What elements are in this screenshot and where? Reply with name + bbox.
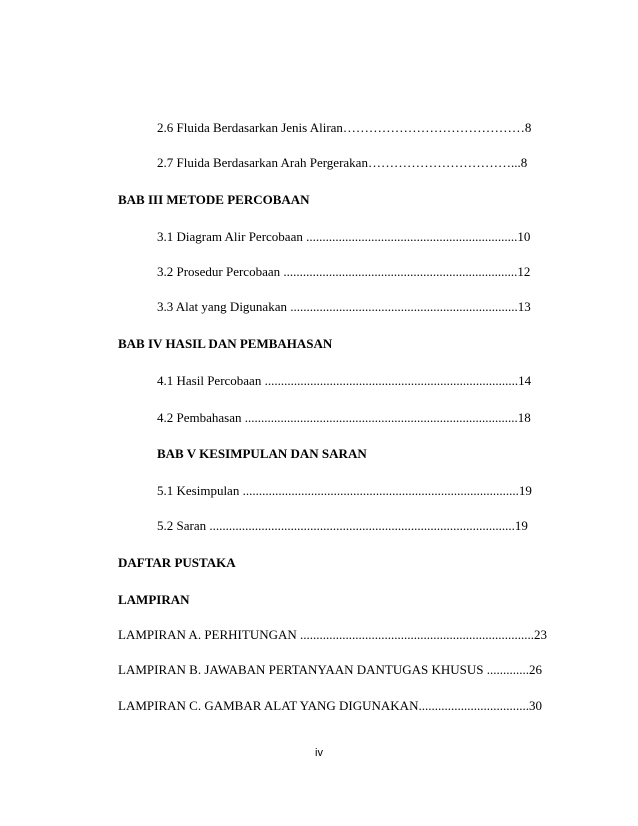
toc-entry: 3.2 Prosedur Percobaan ........................................................................12 [157, 264, 531, 279]
toc-entry: 5.1 Kesimpulan .....................................................................................19 [157, 483, 532, 498]
toc-heading: BAB V KESIMPULAN DAN SARAN [157, 446, 367, 461]
toc-entry: 2.7 Fluida Berdasarkan Arah Pergerakan……………………………...8 [157, 155, 528, 170]
toc-entry: LAMPIRAN C. GAMBAR ALAT YANG DIGUNAKAN..................................30 [118, 698, 542, 713]
toc-entry: 3.3 Alat yang Digunakan ......................................................................13 [157, 299, 531, 314]
toc-heading: BAB III METODE PERCOBAAN [118, 192, 310, 207]
page-number: iv [315, 747, 323, 759]
toc-entry: 2.6 Fluida Berdasarkan Jenis Aliran……………………………………8 [157, 120, 532, 135]
toc-heading: DAFTAR PUSTAKA [118, 555, 236, 570]
toc-entry: 3.1 Diagram Alir Percobaan .................................................................10 [157, 229, 531, 244]
toc-entry: LAMPIRAN B. JAWABAN PERTANYAAN DANTUGAS KHUSUS .............26 [118, 662, 542, 677]
toc-entry: LAMPIRAN A. PERHITUNGAN ........................................................................23 [118, 627, 548, 642]
toc-entry: 4.1 Hasil Percobaan ..............................................................................14 [157, 373, 532, 388]
toc-heading: LAMPIRAN [118, 592, 190, 607]
toc-heading: BAB IV HASIL DAN PEMBAHASAN [118, 336, 333, 351]
toc-entry: 5.2 Saran ..............................................................................................19 [157, 518, 528, 533]
toc-entry: 4.2 Pembahasan ....................................................................................18 [157, 410, 531, 425]
